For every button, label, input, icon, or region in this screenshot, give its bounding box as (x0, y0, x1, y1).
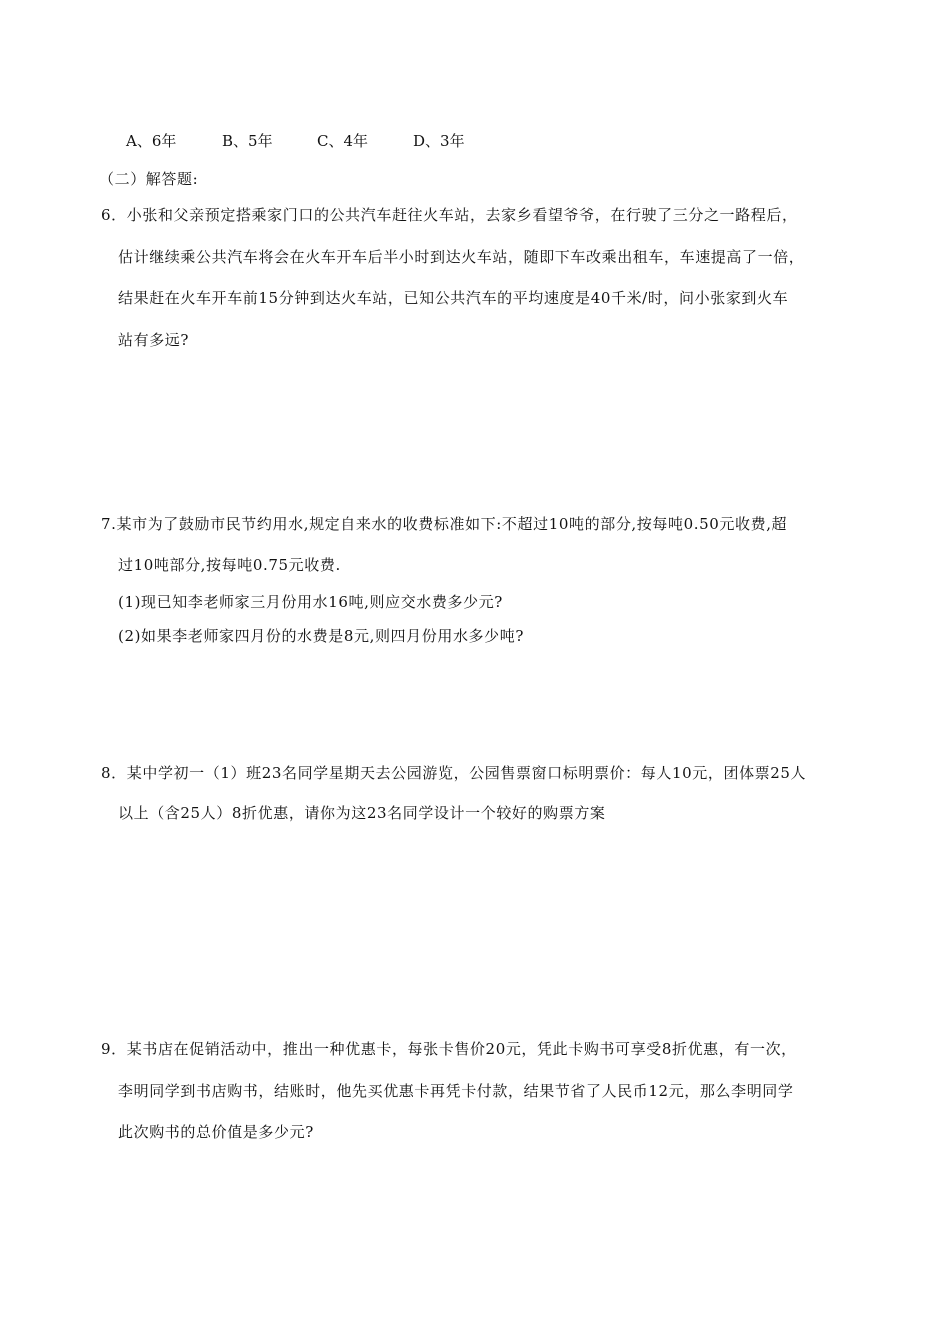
choice-c: C、4年 (317, 132, 369, 150)
choice-b: B、5年 (222, 132, 273, 150)
q7-line-1: 7.某市为了鼓励市民节约用水,规定自来水的收费标准如下:不超过10吨的部分,按每吨0.50元收费,超 (101, 515, 788, 533)
q9-line-1: 9．某书店在促销活动中，推出一种优惠卡，每张卡售价20元，凭此卡购书可享受8折优惠，有一次， (101, 1040, 797, 1058)
multiple-choice-options (126, 131, 465, 151)
choice-d: D、3年 (413, 132, 465, 150)
q8-line-1: 8．某中学初一（1）班23名同学星期天去公园游览，公园售票窗口标明票价：每人10元，团体票25人 (101, 764, 807, 782)
q6-line-4: 站有多远? (118, 331, 190, 349)
q7-line-2: 过10吨部分,按每吨0.75元收费. (118, 556, 341, 574)
q6-line-3: 结果赶在火车开车前15分钟到达火车站，已知公共汽车的平均速度是40千米/时，问小张家到火车 (118, 289, 789, 307)
section-heading: （二）解答题: (99, 170, 199, 188)
q8-line-2: 以上（含25人）8折优惠，请你为这23名同学设计一个较好的购票方案 (118, 804, 606, 822)
q9-line-3: 此次购书的总价值是多少元? (118, 1123, 314, 1141)
q6-line-2: 估计继续乘公共汽车将会在火车开车后半小时到达火车站，随即下车改乘出租车，车速提高了一倍， (118, 248, 805, 266)
q7-subquestion-2: (2)如果李老师家四月份的水费是8元,则四月份用水多少吨? (118, 627, 525, 645)
choice-a: A、6年 (126, 132, 177, 150)
q9-line-2: 李明同学到书店购书，结账时，他先买优惠卡再凭卡付款，结果节省了人民币12元，那么李明同学 (118, 1082, 794, 1100)
q6-line-1: 6．小张和父亲预定搭乘家门口的公共汽车赶往火车站，去家乡看望爷爷，在行驶了三分之一路程后， (101, 206, 798, 224)
q7-subquestion-1: (1)现已知李老师家三月份用水16吨,则应交水费多少元? (118, 593, 503, 611)
